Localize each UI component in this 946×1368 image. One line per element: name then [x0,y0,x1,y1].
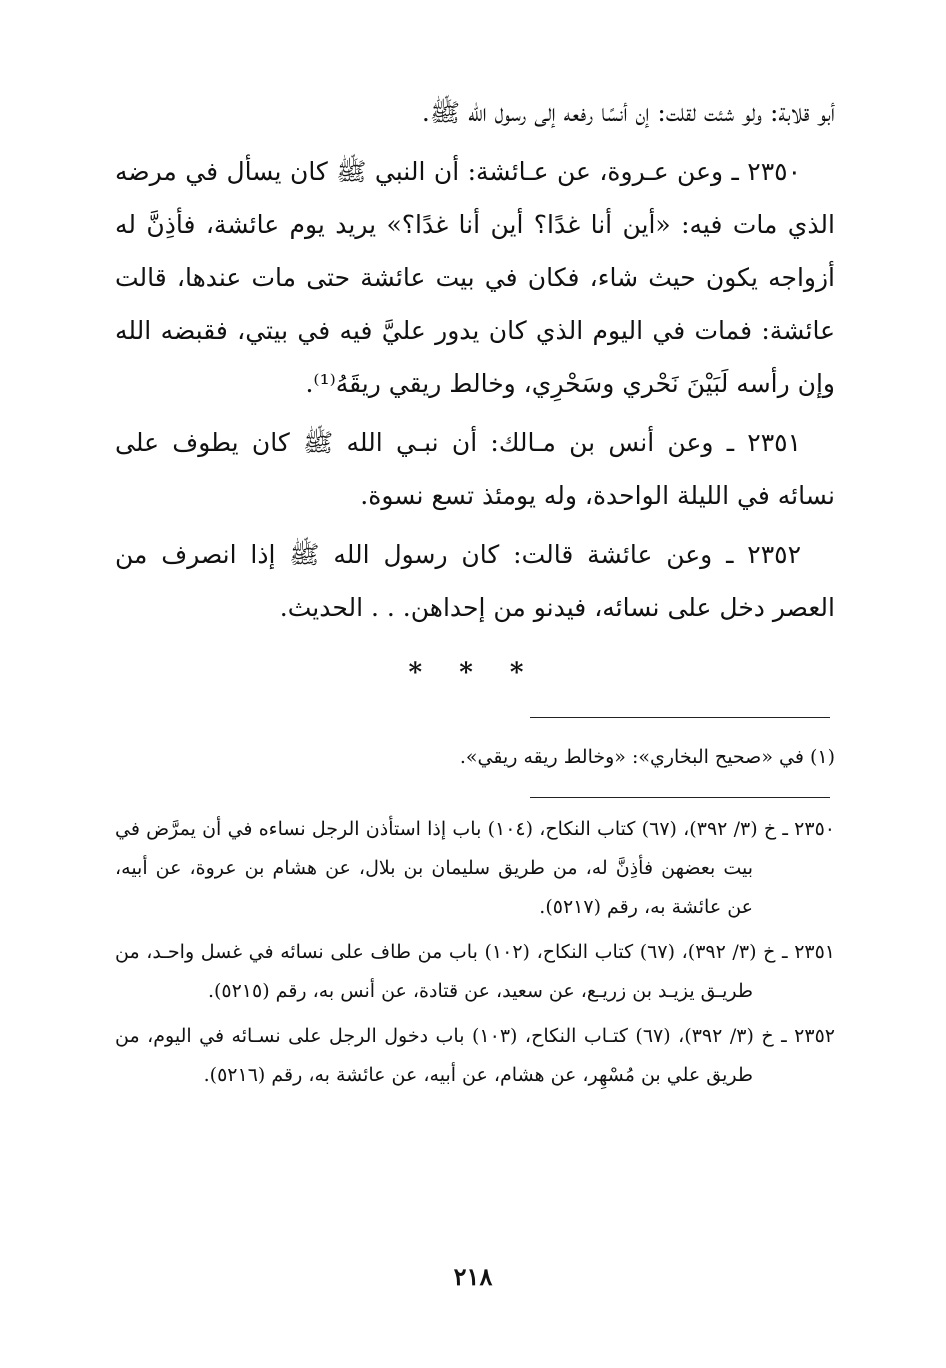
hadith-2350: ٢٣٥٠ ـ وعن عـروة، عن عـائشة: أن النبي ﷺ كان يسأل في مرضه الذي مات فيه: «أين أنا غدًا؟ أين أنا غدًا؟» يريد يوم عائشة، فأذِنَّ له أزواجه يكون حيث شاء، فكان في بيت عائشة حتى مات عندها، قالت عائشة: فمات في اليوم الذي كان يدور عليَّ فيه في بيتي، فقبضه الله وإن رأسه لَبَيْنَ نَحْري وسَحْرِي، وخالط ريقي ريقَهُ⁽¹⁾. [115,157,835,398]
source-2351: ٢٣٥١ ـ خ (٣/ ٣٩٢)، (٦٧) كتاب النكاح، (١٠٢) باب من طاف على نسائه في غسل واحـد، من طريـق يزيـد بن زريـع، عن سعيد، عن قتادة، عن أنس به، رقم (٥٢١٥). [115,941,836,1002]
hadith-2351: ٢٣٥١ ـ وعن أنس بن مـالك: أن نبـي الله ﷺ كان يطوف على نسائه في الليلة الواحدة، وله يومئذ تسع نسوة. [115,428,835,510]
footnote-1: (١) في «صحيح البخاري»: «وخالط ريقه ريقي». [459,746,835,768]
sources-rule [530,797,830,798]
section-separator: * * * [408,658,538,688]
continuation-paragraph: أبو قلابة: ولو شئت لقلت: إن أنسًا رفعه إلى رسول الله ﷺ. [421,98,835,127]
sources-section [115,810,835,1095]
footnote [115,738,835,777]
source-2350: ٢٣٥٠ ـ خ (٣/ ٣٩٢)، (٦٧) كتاب النكاح، (١٠٤) باب إذا استأذن الرجل نساءه في أن يمرَّض في بيت بعضهن فأذِنَّ له، من طريق سليمان بن بلال، عن هشام بن عروة، عن أبيه، عن عائشة به، رقم (٥٢١٧). [115,818,835,918]
hadith-2352: ٢٣٥٢ ـ وعن عائشة قالت: كان رسول الله ﷺ إذا انصرف من العصر دخل على نسائه، فيدنو من إحداهن. . . الحديث. [115,540,835,622]
main-text [115,86,835,634]
footnote-rule [530,717,830,718]
page-number: ٢١٨ [453,1262,493,1291]
source-2352: ٢٣٥٢ ـ خ (٣/ ٣٩٢)، (٦٧) كتـاب النكاح، (١٠٣) باب دخول الرجل على نسـائه في اليوم، من طريق علي بن مُسْهِر، عن هشام، عن أبيه، عن عائشة به، رقم (٥٢١٦). [115,1025,835,1086]
